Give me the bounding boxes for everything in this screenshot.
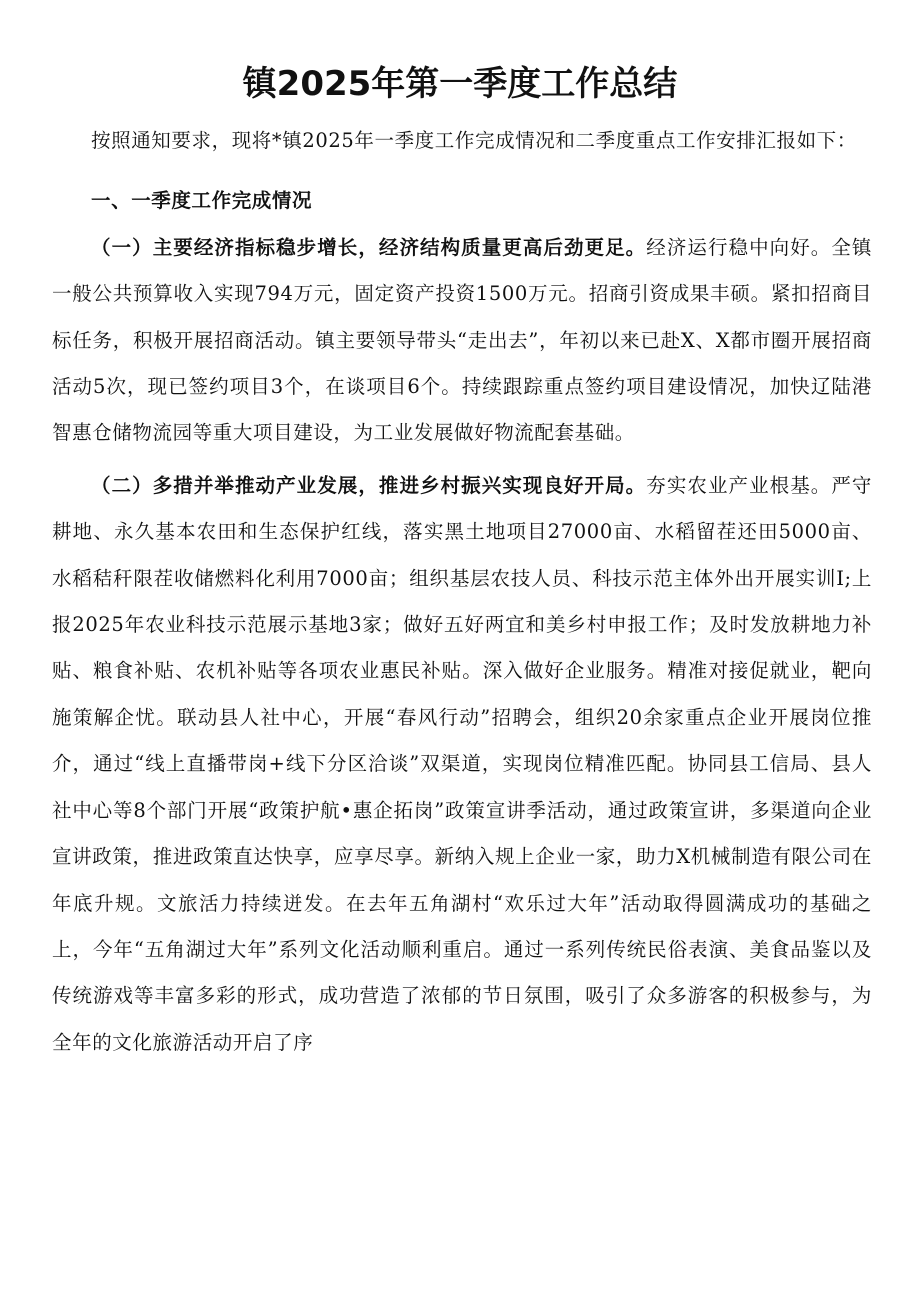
- paragraph-lead: （一）主要经济指标稳步增长，经济结构质量更高后劲更足。: [91, 235, 647, 259]
- paragraph-industry: [52, 463, 872, 1066]
- spacer: [52, 164, 872, 170]
- paragraph-body: 夯实农业产业根基。严守耕地、永久基本农田和生态保护红线，落实黑土地项目27000亩、水稻留茬还田5000亩、水稻秸秆限茬收储燃料化利用7000亩；组织基层农技人员、科技示范主体外出开展实训I;上报2025年农业科技示范展示基地3家；做好五好两宜和美乡村申报工作；及时发放耕地力补贴、粮食补贴、农机补贴等各项农业惠民补贴。深入做好企业服务。精准对接促就业，靶向施策解企忧。联动县人社中心，开展“春风行动”招聘会，组织20余家重点企业开展岗位推介，通过“线上直播带岗+线下分区洽谈”双渠道，实现岗位精准匹配。协同县工信局、县人社中心等8个部门开展“政策护航•惠企拓岗”政策宣讲季活动，通过政策宣讲，多渠道向企业宣讲政策，推进政策直达快享，应享尽享。新纳入规上企业一家，助力X机械制造有限公司在年底升规。文旅活力持续迸发。在去年五角湖村“欢乐过大年”活动取得圆满成功的基础之上，今年“五角湖过大年”系列文化活动顺利重启。通过一系列传统民俗表演、美食品鉴以及传统游戏等丰富多彩的形式，成功营造了浓郁的节日氛围，吸引了众多游客的积极参与，为全年的文化旅游活动开启了序: [52, 473, 872, 1054]
- section-heading: 一、一季度工作完成情况: [91, 189, 313, 213]
- intro-paragraph: 按照通知要求，现将*镇2025年一季度工作完成情况和二季度重点工作安排汇报如下：: [91, 129, 857, 152]
- document-body: [52, 118, 872, 1066]
- paragraph-economy: [52, 225, 872, 457]
- paragraph-lead: （二）多措并举推动产业发展，推进乡村振兴实现良好开局。: [91, 473, 647, 497]
- paragraph-body: 经济运行稳中向好。全镇一般公共预算收入实现794万元，固定资产投资1500万元。招商引资成果丰硕。紧扣招商目标任务，积极开展招商活动。镇主要领导带头“走出去”，年初以来已赴X、X都市圈开展招商活动5次，现已签约项目3个，在谈项目6个。持续跟踪重点签约项目建设情况，加快辽陆港智惠仓储物流园等重大项目建设，为工业发展做好物流配套基础。: [52, 235, 872, 445]
- document-title: 镇2025年第一季度工作总结: [242, 64, 678, 104]
